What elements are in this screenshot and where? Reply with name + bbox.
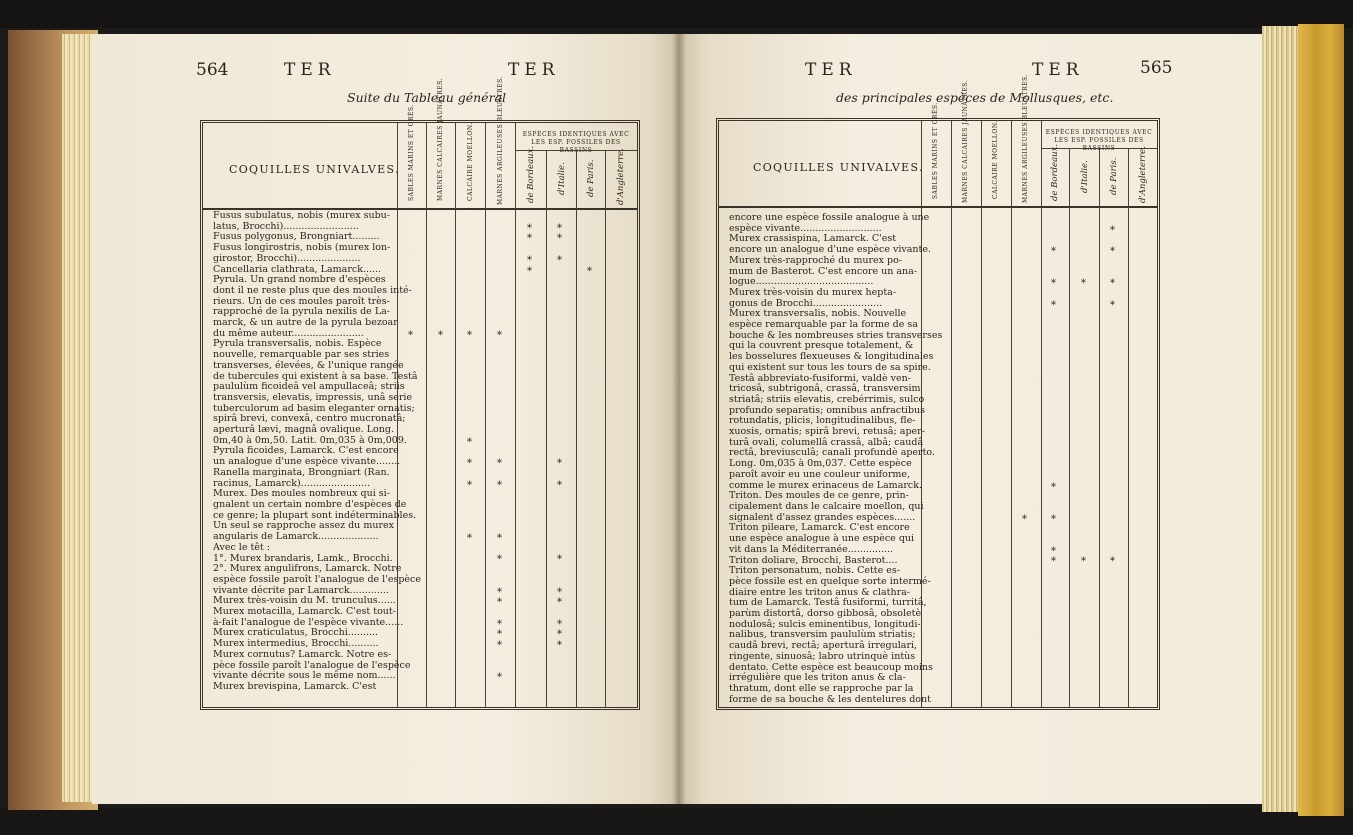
text-line: Triton personatum, nobis. Cette es- [729,565,900,577]
text-line: tuberculorum ad basim eleganter ornatis; [213,402,415,414]
text-line: tum de Lamarck. Testâ fusiformi, turritâ, [729,597,927,609]
text-line: Pyrula ficoides, Lamarck. C'est encore [213,445,399,457]
left-col-calcaire: CALCAIRE MOELLON. [467,122,474,201]
star-mark: * [557,254,562,266]
text-line: Murex intermedius, Brocchi.......... [213,638,379,650]
text-line: 1°. Murex brandaris, Lamk., Brocchi. [213,552,393,564]
star-mark: * [557,222,562,234]
text-line: mum de Basterot. C'est encore un ana- [729,265,918,277]
text-line: nouvelle, remarquable par ses stries [213,349,390,361]
text-line: Ranella marginata, Brongniart (Ran. [213,466,390,478]
text-line: 2°. Murex angulifrons, Lamarck. Notre [213,563,402,575]
text-line: aperturâ lævi, magnâ ovalique. Long. [213,424,394,436]
right-col-bordeaux: de Bordeaux. [1050,143,1060,201]
text-line: pèce fossile est en quelque sorte intermé- [729,575,931,587]
star-mark: * [467,458,472,470]
star-mark: * [1051,246,1056,258]
text-line: transverses, élevées, & l'unique rangée [213,359,404,371]
text-line: Murex motacilla, Lamarck. C'est tout- [213,606,396,618]
left-page-number: 564 [196,60,229,80]
text-line: ringente, sinuosâ; labro utrinquè intùs [729,650,916,662]
left-col-marnes-argileuses: MARNES ARGILEUSES BLEUÂTRES. [497,76,504,205]
text-line: de tubercules qui existent à sa base. Testâ [213,370,418,382]
text-line: ce genre; la plupart sont indéterminables. [213,509,417,521]
text-line: à-fait l'analogue de l'espèce vivante...... [213,616,404,628]
right-group-head-1: ESPÈCES IDENTIQUES AVEC [1045,129,1153,136]
text-line: Murex transversalis, nobis. Nouvelle [729,308,907,320]
star-mark: * [1051,545,1056,557]
star-mark: * [497,672,502,684]
text-line: marck, & un autre de la pyrula bezoar [213,317,398,329]
star-mark: * [557,640,562,651]
text-line: Murex brevispina, Lamarck. C'est [213,680,377,692]
text-line: cipalement dans le calcaire moellon, qui [729,500,924,512]
text-line: vivante décrite sous le même nom...... [213,670,396,682]
scan-bottom-border [0,808,1353,835]
text-line: espèce remarquable par la forme de sa [729,319,918,331]
left-col-sables: SABLES MARINS ET GRÈS. [408,104,415,201]
text-line: Murex très-voisin du M. trunculus...... [213,595,396,607]
text-line: Murex crassispina, Lamarck. C'est [729,233,897,245]
text-line: turâ ovali, columellâ crassâ, albâ; caudâ [729,436,924,448]
text-line: signalent d'assez grandes espèces....... [729,511,916,523]
right-col-calcaire: CALCAIRE MOELLON. [992,120,999,199]
left-running-head-1: TER [284,60,336,80]
star-mark: * [1110,224,1115,236]
right-col-italie: d'Italie. [1080,160,1090,193]
text-line: transversis, elevatis, impressis, unâ serie [213,391,413,403]
text-line: spirâ brevi, convexâ, centro mucronatâ; [213,413,406,425]
book-gutter [672,34,686,804]
text-line: gnalent un certain nombre d'espèces de [213,498,407,510]
star-mark: * [497,533,502,544]
star-mark: * [557,586,562,598]
right-subtitle: des principales espèces de Mollusques, etc. [836,90,1114,105]
text-line: thratum, dont elle se rapproche par la [729,682,914,694]
star-mark: * [467,329,472,341]
left-col-paris: de Paris. [586,159,596,197]
star-mark: * [527,233,532,245]
text-line: une espèce analogue à une espèce qui [729,533,915,545]
text-line: Triton. Des moules de ce genre, prin- [729,490,909,502]
star-mark: * [1081,278,1086,290]
star-mark: * [1081,556,1086,568]
text-line: Murex cornutus? Lamarck. Notre es- [213,648,392,660]
text-line: Fusus polygonus, Brongniart......... [213,231,380,243]
star-mark: * [1051,556,1056,568]
star-mark: * [557,554,562,566]
text-line: encore un analogue d'une espèce vivante. [729,244,932,256]
star-mark: * [497,597,502,609]
star-mark: * [497,329,502,341]
book-cover-right [1298,24,1344,816]
text-line: vivante décrite par Lamarck............. [213,584,389,596]
star-mark: * [438,329,443,341]
text-line: rieurs. Un de ces moules paroît très- [213,295,390,307]
star-mark: * [557,479,562,491]
star-mark: * [467,533,472,544]
left-col-marnes-calcaires: MARNES CALCAIRES JAUNÂTRES. [437,77,444,201]
left-col-angleterre: d'Angleterre. [616,148,626,205]
star-mark: * [1051,481,1056,493]
text-line: les bosselures flexueuses & longitudinales [729,351,934,363]
text-line: Murex très-voisin du murex hepta- [729,286,897,298]
text-line: forme de sa bouche & les dentelures dont [729,693,931,705]
star-mark: * [497,479,502,491]
right-col-angleterre: d'Angleterre. [1138,146,1148,203]
right-running-head-1: TER [805,60,857,80]
left-table-text [213,210,421,693]
text-line: rapproché de la pyrula nexilis de La- [213,306,390,318]
text-line: angularis de Lamarck.................... [213,531,379,543]
star-mark: * [497,629,502,641]
star-mark: * [557,629,562,641]
star-mark: * [408,329,413,341]
text-line: Avec le têt : [213,541,270,553]
text-line: latus, Brocchi)......................... [213,220,359,232]
star-mark: * [497,554,502,566]
star-mark: * [557,458,562,470]
text-line: Fusus subulatus, nobis (murex subu- [213,210,390,221]
text-line: vit dans la Méditerranée............... [729,543,894,555]
right-group-head-2: LES ESP. FOSSILES DES BASSINS [1054,137,1144,152]
text-line: Testâ abbreviato-fusiformi, valdè ven- [729,372,911,384]
text-line: pèce fossile paroît l'analogue de l'espèce [213,659,411,671]
right-col-sables: SABLES MARINS ET GRÈS. [932,102,939,199]
text-line: striatâ; striis elevatis, crebérrimis, sulco [729,393,925,405]
text-line: gonus de Brocchi....................... [729,297,883,309]
text-line: logue....................................... [729,276,874,288]
text-line: racinus, Lamarck)....................... [213,477,371,489]
text-line: paululùm ficoideâ vel ampullaceâ; striis [213,381,405,393]
left-col-italie: d'Italie. [557,162,567,195]
text-line: dont il ne reste plus que des moules inté- [213,284,412,296]
left-table-title: COQUILLES UNIVALVES. [229,163,400,176]
star-mark: * [587,265,592,277]
text-line: qui existent sur tous les tours de sa spire. [729,361,931,373]
text-line: Triton doliare, Brocchi, Basterot.... [729,554,898,566]
text-line: Cancellaria clathrata, Lamarck...... [213,263,382,275]
star-mark: * [1110,299,1115,311]
star-mark: * [557,597,562,609]
text-line: rotundatis, plicis, longitudinalibus, fle- [729,415,916,427]
right-col-marnes-calcaires: MARNES CALCAIRES JAUNÂTRES. [962,79,969,203]
star-mark: * [557,233,562,245]
text-line: Pyrula. Un grand nombre d'espèces [213,274,386,286]
text-line: Pyrula transversalis, nobis. Espèce [213,338,382,350]
star-mark: * [1110,246,1115,258]
scan-top-border [0,0,1353,28]
text-line: 0m,40 à 0m,50. Latit. 0m,035 à 0m,009. [213,434,407,446]
text-line: Murex. Des moules nombreux qui si- [213,488,390,500]
text-line: profundo separatis; omnibus anfractibus [729,404,926,416]
star-mark: * [497,640,502,651]
left-col-bordeaux: de Bordeaux. [526,145,536,203]
text-line: xuosis, ornatis; spirâ brevi, retusâ; aper- [729,426,925,438]
star-mark: * [1051,513,1056,525]
text-line: caudâ brevi, rectâ; aperturâ irregulari, [729,640,918,652]
left-group-head-2: LES ESP. FOSSILES DES BASSINS [531,139,621,154]
left-group-head-1: ESPÈCES IDENTIQUES AVEC [522,131,630,138]
text-line: paroît avoir eu une couleur uniforme, [729,468,911,480]
text-line: encore une espèce fossile analogue à une [729,212,930,223]
star-mark: * [527,222,532,234]
text-line: rectâ, breviusculâ; canali profundè aperto. [729,447,935,459]
text-line: diaire entre les triton anus & clathra- [729,586,911,598]
page-edges-left [62,34,94,802]
right-table-text [729,212,943,705]
text-line: Triton pileare, Lamarck. C'est encore [729,522,910,534]
text-line: comme le murex erinaceus de Lamarck. [729,479,922,491]
left-running-head-2: TER [508,60,560,80]
text-line: qui la couvrent presque totalement, & [729,340,914,352]
star-mark: * [1022,513,1027,525]
star-mark: * [467,479,472,491]
right-col-paris: de Paris. [1109,157,1119,195]
text-line: Fusus longirostris, nobis (murex lon- [213,242,391,254]
star-mark: * [497,458,502,470]
text-line: espèce fossile paroît l'analogue de l'espèce [213,573,421,585]
text-line: bouche & les nombreuses stries transverses [729,329,943,341]
text-line: girostor, Brocchi)..................... [213,252,361,264]
text-line: espèce vivante........................... [729,222,882,234]
star-mark: * [497,618,502,630]
text-line: parùm distortâ, dorso gibbosâ, obsoletè [729,608,922,620]
right-table-title: COQUILLES UNIVALVES. [753,161,924,174]
right-col-marnes-argileuses: MARNES ARGILEUSES BLEUÂTRES. [1022,74,1029,203]
text-line: Long. 0m,035 à 0m,037. Cette espèce [729,458,912,470]
text-line: du même auteur........................ [213,327,364,339]
text-line: Murex très-rapproché du murex po- [729,254,903,266]
text-line: irrégulière que les triton anus & cla- [729,672,906,684]
star-mark: * [527,254,532,266]
star-mark: * [557,618,562,630]
left-subtitle: Suite du Tableau général [347,90,506,105]
star-mark: * [1110,278,1115,290]
star-mark: * [1051,278,1056,290]
page-edges-right [1262,26,1302,812]
text-line: nodulosâ; sulcis eminentibus, longitudi- [729,618,921,630]
star-mark: * [527,265,532,277]
text-line: dentato. Cette espèce est beaucoup moins [729,661,933,673]
star-mark: * [1051,299,1056,311]
text-line: Murex craticulatus, Brocchi.......... [213,627,378,639]
right-running-head-2: TER [1032,60,1084,80]
text-line: Un seul se rapproche assez du murex [213,520,394,532]
right-page-number: 565 [1140,58,1173,78]
text-line: un analogue d'une espèce vivante........ [213,456,401,468]
text-line: nalibus, transversim paululùm striatis; [729,629,916,641]
star-mark: * [467,436,472,448]
star-mark: * [497,586,502,598]
star-mark: * [1110,556,1115,568]
text-line: tricosâ, subtrigonâ, crassâ, transversim [729,383,921,395]
